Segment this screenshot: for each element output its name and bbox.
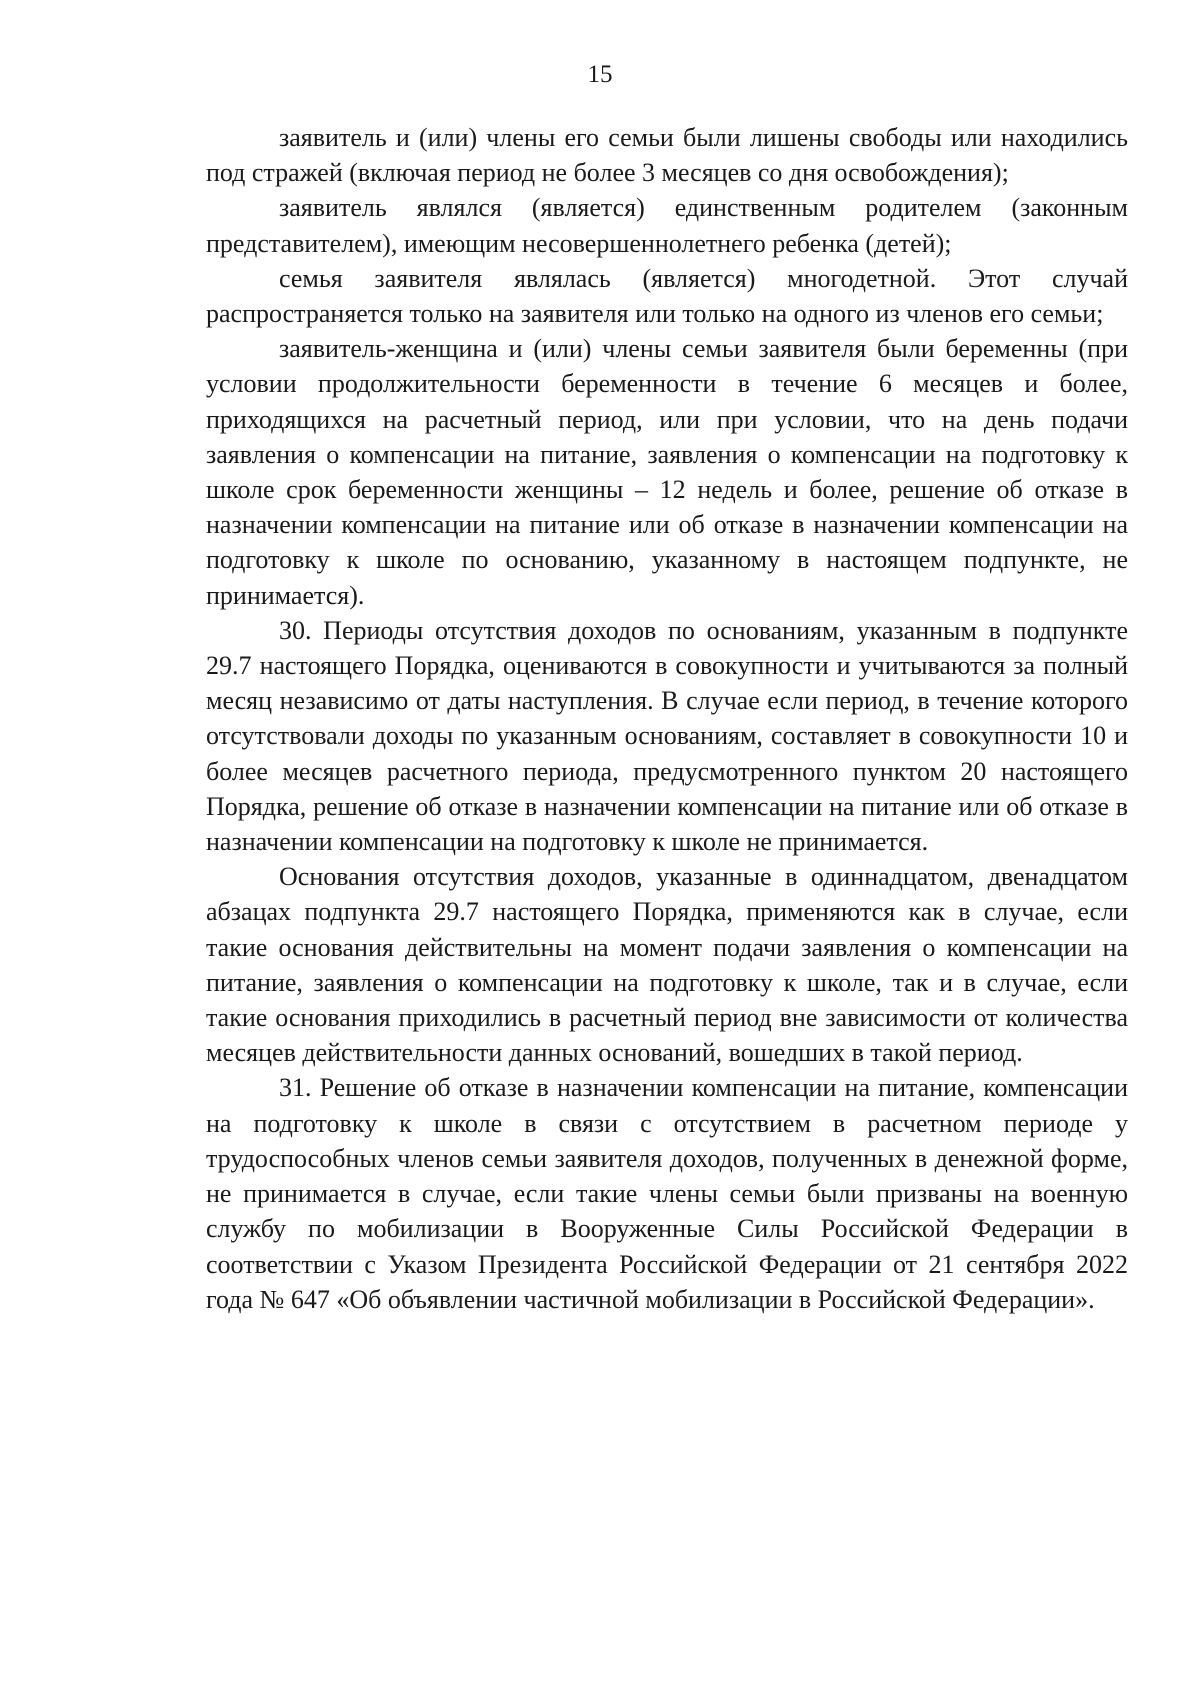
paragraph-grounds-application: Основания отсутствия доходов, указанные в одиннадцатом, двенадцатом абзацах подпункта 29.7 настоящего Порядка, применяются как в случае, если такие основания действительны на момент подачи заявления о компенсации на питание, заявления о компенсации на подготовку к школе, так и в случае, если такие основания приходились в расчетный период вне зависимости от количества месяцев действительности данных оснований, вошедших в такой период.: [206, 862, 1128, 1068]
page-number: 15: [587, 61, 613, 88]
paragraph-single-parent: заявитель являлся (является) единственным родителем (законным представителем), имеющим несовершеннолетнего ребенка (детей);: [206, 193, 1128, 258]
document-body: [206, 120, 1128, 1317]
paragraph-clause-31: 31. Решение об отказе в назначении компенсации на питание, компенсации на подготовку к школе в связи с отсутствием в расчетном периоде у трудоспособных членов семьи заявителя доходов, полученных в денежной форме, не принимается в случае, если такие члены семьи были призваны на военную службу по мобилизации в Вооруженные Силы Российской Федерации в соответствии с Указом Президента Российской Федерации от 21 сентября 2022 года № 647 «Об объявлении частичной мобилизации в Российской Федерации».: [206, 1073, 1128, 1314]
paragraph-deprivation-of-liberty: заявитель и (или) члены его семьи были лишены свободы или находились под стражей (включая период не более 3 месяцев со дня освобождения);: [206, 123, 1128, 188]
paragraph-pregnancy: заявитель-женщина и (или) члены семьи заявителя были беременны (при условии продолжительности беременности в течение 6 месяцев и более, приходящихся на расчетный период, или при условии, что на день подачи заявления о компенсации на питание, заявления о компенсации на подготовку к школе срок беременности женщины – 12 недель и более, решение об отказе в назначении компенсации на питание или об отказе в назначении компенсации на подготовку к школе по основанию, указанному в настоящем подпункте, не принимается).: [206, 334, 1128, 610]
paragraph-clause-30: 30. Периоды отсутствия доходов по основаниям, указанным в подпункте 29.7 настоящего Порядка, оцениваются в совокупности и учитываются за полный месяц независимо от даты наступления. В случае если период, в течение которого отсутствовали доходы по указанным основаниям, составляет в совокупности 10 и более месяцев расчетного периода, предусмотренного пунктом 20 настоящего Порядка, решение об отказе в назначении компенсации на питание или об отказе в назначении компенсации на подготовку к школе не принимается.: [206, 615, 1128, 857]
paragraph-large-family: семья заявителя являлась (является) многодетной. Этот случай распространяется только на заявителя или только на одного из членов его семьи;: [206, 263, 1128, 329]
